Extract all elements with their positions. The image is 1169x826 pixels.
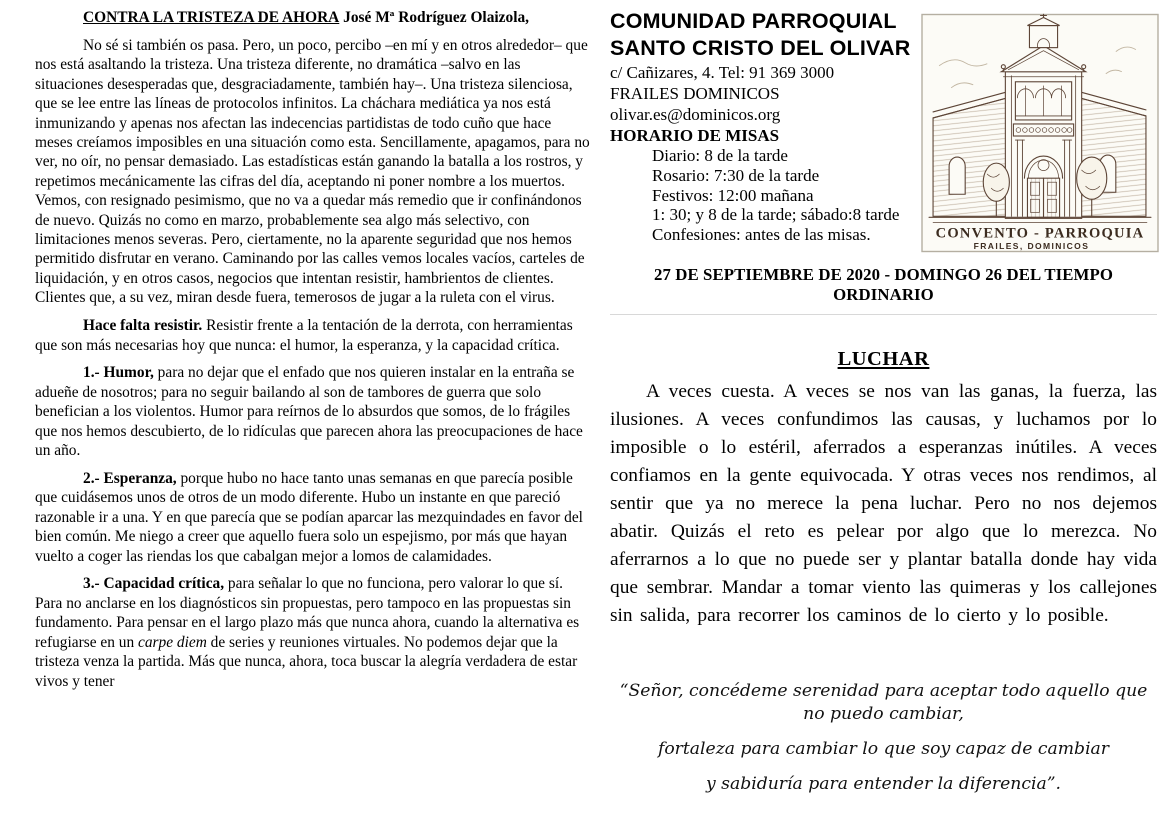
article-item-capacidad: [35, 574, 592, 690]
parish-email: olivar.es@dominicos.org: [610, 105, 781, 124]
mass-schedule-title: HORARIO DE MISAS: [610, 126, 780, 145]
parish-address: c/ Cañizares, 4. Tel: 91 369 3000: [610, 63, 835, 82]
parish-name-line2: SANTO CRISTO DEL OLIVAR: [610, 36, 911, 60]
humor-lead: 1.- Humor,: [83, 364, 154, 382]
capacidad-lead: 3.- Capacidad crítica,: [83, 575, 225, 593]
article-paragraph-resistir: [35, 316, 592, 355]
schedule-item: 1: 30; y 8 de la tarde; sábado:8 tarde: [652, 205, 900, 225]
mass-schedule-list: [610, 146, 922, 245]
church-caption-sub: FRAILES, DOMINICOS: [973, 240, 1090, 251]
schedule-item: Diario: 8 de la tarde: [652, 146, 788, 165]
serenity-prayer-quote: [610, 680, 1157, 796]
luchar-paragraph: A veces cuesta. A veces se nos van las ganas, la fuerza, las ilusiones. A veces confundimos las causas, y luchamos por lo imposible o lo estéril, aferrados a esperanzas inútiles. A veces confiamos en la gente equivocada. Y otras veces nos rendimos, al sentir que ya no merece la pena luchar. Pero no nos dejemos abatir. Quizás el reto es pelear por algo que lo merezca. No aferrarnos a lo que no puede ser y plantar batalla donde hay vida que sembrar. Mandar a tomar viento las quimeras y los callejones sin salida, para recorrer los caminos de lo cierto y lo posible.: [610, 381, 1157, 626]
parish-info-block: [610, 8, 922, 245]
parish-order: FRAILES DOMINICOS: [610, 84, 780, 103]
carpe-diem-italic: carpe diem: [138, 633, 207, 651]
church-sketch-drawing: [921, 13, 1159, 253]
luchar-heading: [610, 348, 1157, 371]
church-sketch: [921, 13, 1159, 253]
esperanza-lead: 2.- Esperanza,: [83, 469, 177, 487]
quote-line-3: y sabiduría para entender la diferencia”.: [706, 774, 1061, 794]
resistir-text: Resistir frente a la tentación de la derrota, con herramientas que son más necesarias hoy que nunca: el humor, la esperanza, y la capacidad crítica.: [35, 317, 573, 354]
parish-name-line1: COMUNIDAD PARROQUIAL: [610, 9, 897, 33]
schedule-item: Festivos: 12:00 mañana: [652, 185, 814, 205]
parish-column: [610, 8, 1157, 808]
schedule-item: Confesiones: antes de las misas.: [652, 225, 871, 245]
esperanza-text: porque hubo no hace tanto unas semanas en que parecía posible que cuidásemos unos de otros de un modo diferente. Hubo un instante en que pareció razonable ir a una. Y en que parecía que se podían aparcar las mezquindades en favor del bien común. Me niego a creer que aquello fuera solo un espejismo, por más que hayan vuelto a coger las riendas los que cabalgan mejor a lomos de calamidades.: [35, 469, 583, 565]
article-paragraph-1: No sé si también os pasa. Pero, un poco, percibo –en mí y en otros alrededor– que nos está asaltando la tristeza. Una tristeza diferente, no dramática –salvo en las situaciones desesperadas que, desgraciadamente, también hay–. Una tristeza silenciosa, que se lee entre las líneas de protocolos infinitos. La cháchara mediática ya nos está inmunizando y apenas nos afectan las indecencias partidistas de todo cuño que hace meses creíamos imposibles en una situación como esta. Sencillamente, apagamos, para no ver, no oír, no pensar demasiado. Las estadísticas están ganando la batalla a los rostros, y repetimos mecánicamente las cifras del día, aceptando ni poner nombre a los muertos. Vemos, con resignado pesimismo, que no va a quedar más remedio que ir confinándonos de nuevo. Quizás no como en marzo, probablemente sea algo más selectivo, con limitaciones menos severas. Pero, ciertamente, no la aparente seguridad que nos hemos permitido disfrutar en verano. Caminando por las calles vemos locales vacíos, carteles de liquidación, y en otros casos, negocios que intentan resistir, hambrientos de clientes. Clientes que, a su vez, miran desde fuera, temerosos de jugar a la ruleta con el virus.: [35, 36, 590, 307]
article-title-line: [35, 8, 592, 27]
article-item-humor: [35, 363, 592, 460]
bulletin-date-line: 27 DE SEPTIEMBRE DE 2020 - DOMINGO 26 DEL TIEMPO ORDINARIO: [610, 265, 1157, 315]
capacidad-text-b: de series y reuniones virtuales. No podemos dejar que la tristeza venza la partida. Más que nunca, ahora, toca buscar la alegría verdadera de estar vivos y tener: [35, 633, 578, 690]
capacidad-text-a: para señalar lo que no funciona, pero valorar lo que sí. Para no anclarse en los diagnósticos sin propuestas, pero tampoco en las propuestas sin fundamento. Para pensar en el largo plazo más que nunca ahora, cuando la alternativa es refugiarse en un: [35, 575, 580, 651]
resistir-lead: Hace falta resistir.: [83, 317, 203, 335]
luchar-heading-text: LUCHAR: [837, 348, 930, 370]
article-title: CONTRA LA TRISTEZA DE AHORA: [83, 9, 340, 26]
quote-line-2: fortaleza para cambiar lo que soy capaz de cambiar: [657, 739, 1110, 759]
schedule-item: Rosario: 7:30 de la tarde: [652, 165, 820, 185]
article-item-esperanza: [35, 469, 592, 566]
article-author: José Mª Rodríguez Olaizola,: [343, 9, 530, 26]
church-caption-main: CONVENTO - PARROQUIA: [935, 225, 1145, 242]
parish-header: [610, 8, 1157, 258]
humor-text: para no dejar que el enfado que nos quieren instalar en la entraña se adueñe de nosotros; para no seguir bailando al son de tambores de guerra que solo benefician a los violentos. Humor para reírnos de lo absurdos que somos, de lo frágiles que nos hemos descubierto, de lo ridículas que parecen ahora las preocupaciones de hace un año.: [35, 364, 583, 460]
quote-line-1: “Señor, concédeme serenidad para aceptar todo aquello que no puedo cambiar,: [619, 681, 1148, 724]
article-column: [35, 8, 592, 699]
